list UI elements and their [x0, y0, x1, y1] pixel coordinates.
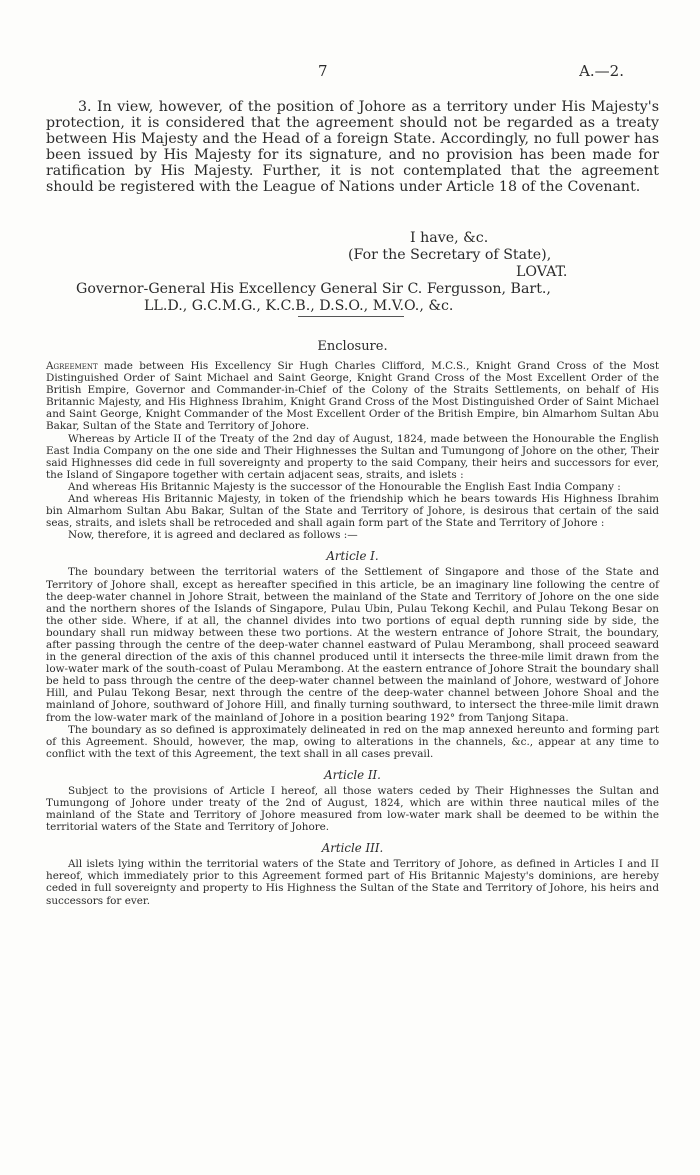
whereas-clause-1: Whereas by Article II of the Treaty of the 2nd day of August, 1824, made between the Honourable the English East India Company on the one side and Their Highnesses the Sultan and Tumungong of Johore on the other, Their said Highnesses did cede in full sovereignty and property to the said Company, their heirs and successors for ever, the Island of Singapore together with certain adjacent seas, straits, and islets :	[46, 432, 659, 481]
addressee-line-1: Governor-General His Excellency General Sir C. Fergusson, Bart.,	[76, 281, 551, 297]
agreement-preamble	[46, 360, 659, 433]
article-1-paragraph-1: The boundary between the territorial waters of the Settlement of Singapore and those of the State and Territory of Johore shall, except as hereafter specified in this article, be an imaginary line following the centre of the deep-water channel in Johore Strait, between the mainland of the State and Territory of Johore on the one side and the northern shores of the Islands of Singapore, Pulau Ubin, Pulau Tekong Kechil, and Pulau Tekong Besar on the other side. Where, if at all, the channel divides into two portions of equal depth running side by side, the boundary shall run midway between these two portions. At the western entrance of Johore Strait, the boundary, after passing through the centre of the deep-water channel eastward of Pulau Merambong, shall proceed seaward in the general direction of the axis of this channel produced until it intersects the three-mile limit drawn from the low-water mark of the south-coast of Pulau Merambong. At the eastern entrance of Johore Strait the boundary shall be held to pass through the centre of the deep-water channel between the mainland of Johore, westward of Johore Hill, and Pulau Tekong Besar, next through the centre of the deep-water channel between Johore Shoal and the mainland of Johore, southward of Johore Hill, and finally turning southward, to intersect the three-mile limit drawn from the low-water mark of the mainland of Johore in a position bearing 192° from Tanjong Sitapa.	[46, 566, 659, 724]
agreement-preamble-text: made between His Excellency Sir Hugh Charles Clifford, M.C.S., Knight Grand Cross of the Most Distinguished Order of Saint Michael and Saint George, Knight Grand Cross of the Most Excellent Order of the British Empire, Governor and Commander-in-Chief of the Colony of the Straits Settlements, on behalf of His Britannic Majesty, and His Highness Ibrahim, Knight Grand Cross of the Most Distinguished Order of Saint Michael and Saint George, Knight Commander of the Most Excellent Order of the British Empire, bin Almarhom Sultan Abu Bakar, Sultan of the State and Territory of Johore.	[46, 360, 659, 433]
signatory-name: LOVAT.	[516, 264, 568, 280]
page-number: 7	[318, 62, 328, 80]
article-3-paragraph-1: All islets lying within the territorial waters of the State and Territory of Johore, as defined in Articles I and II hereof, which immediately prior to this Agreement formed part of His Britannic Majesty's dominions, are hereby ceded in full sovereignty and property to His Highness the Sultan of the State and Territory of Johore, his heirs and successors for ever.	[46, 858, 659, 907]
closing-line: I have, &c.	[410, 230, 489, 246]
signature-block	[46, 230, 659, 281]
whereas-clause-3: And whereas His Britannic Majesty, in token of the friendship which he bears towards His Highness Ibrahim bin Almarhom Sultan Abu Bakar, Sultan of the State and Territory of Johore, is desirous that certain of the said seas, straits, and islets shall be retroceded and shall again form part of the State and Territory of Johore :	[46, 493, 659, 530]
article-2-paragraph-1: Subject to the provisions of Article I hereof, all those waters ceded by Their Highnesses the Sultan and Tumungong of Johore under treaty of the 2nd of August, 1824, which are within three nautical miles of the mainland of the State and Territory of Johore measured from low-water mark shall be deemed to be within the territorial waters of the State and Territory of Johore.	[46, 784, 659, 834]
now-therefore-clause: Now, therefore, it is agreed and declared as follows :—	[68, 529, 358, 542]
paragraph-3: 3. In view, however, of the position of Johore as a territory under His Majesty's protection, it is considered that the agreement should not be regarded as a treaty between His Majesty and the Head of a foreign State. Accordingly, no full power has been issued by His Majesty for its signature, and no provision has been made for ratification by His Majesty. Further, it is not contemplated that the agreement should be registered with the League of Nations under Article 18 of the Covenant.	[46, 99, 659, 196]
enclosure-heading: Enclosure.	[317, 339, 388, 354]
article-3-heading: Article III.	[321, 841, 384, 856]
article-1-heading: Article I.	[326, 549, 379, 564]
article-1-paragraph-2: The boundary as so defined is approximately delineated in red on the map annexed hereunto and forming part of this Agreement. Should, however, the map, owing to alterations in the channels, &c., appear at any time to conflict with the text of this Agreement, the text shall in all cases prevail.	[46, 723, 659, 760]
addressee-line-2: LL.D., G.C.M.G., K.C.B., D.S.O., M.V.O., &c.	[144, 298, 454, 314]
section-divider	[298, 316, 404, 317]
agreement-lead-word: Agreement	[46, 360, 98, 372]
addressee-block	[46, 281, 659, 315]
document-reference: A.—2.	[579, 62, 624, 80]
article-2-heading: Article II.	[324, 767, 381, 782]
enclosure-section	[46, 339, 659, 907]
for-secretary-line: (For the Secretary of State),	[348, 247, 552, 263]
whereas-clause-2: And whereas His Britannic Majesty is the successor of the Honourable the English East India Company :	[68, 480, 621, 493]
letter-section	[46, 99, 659, 196]
